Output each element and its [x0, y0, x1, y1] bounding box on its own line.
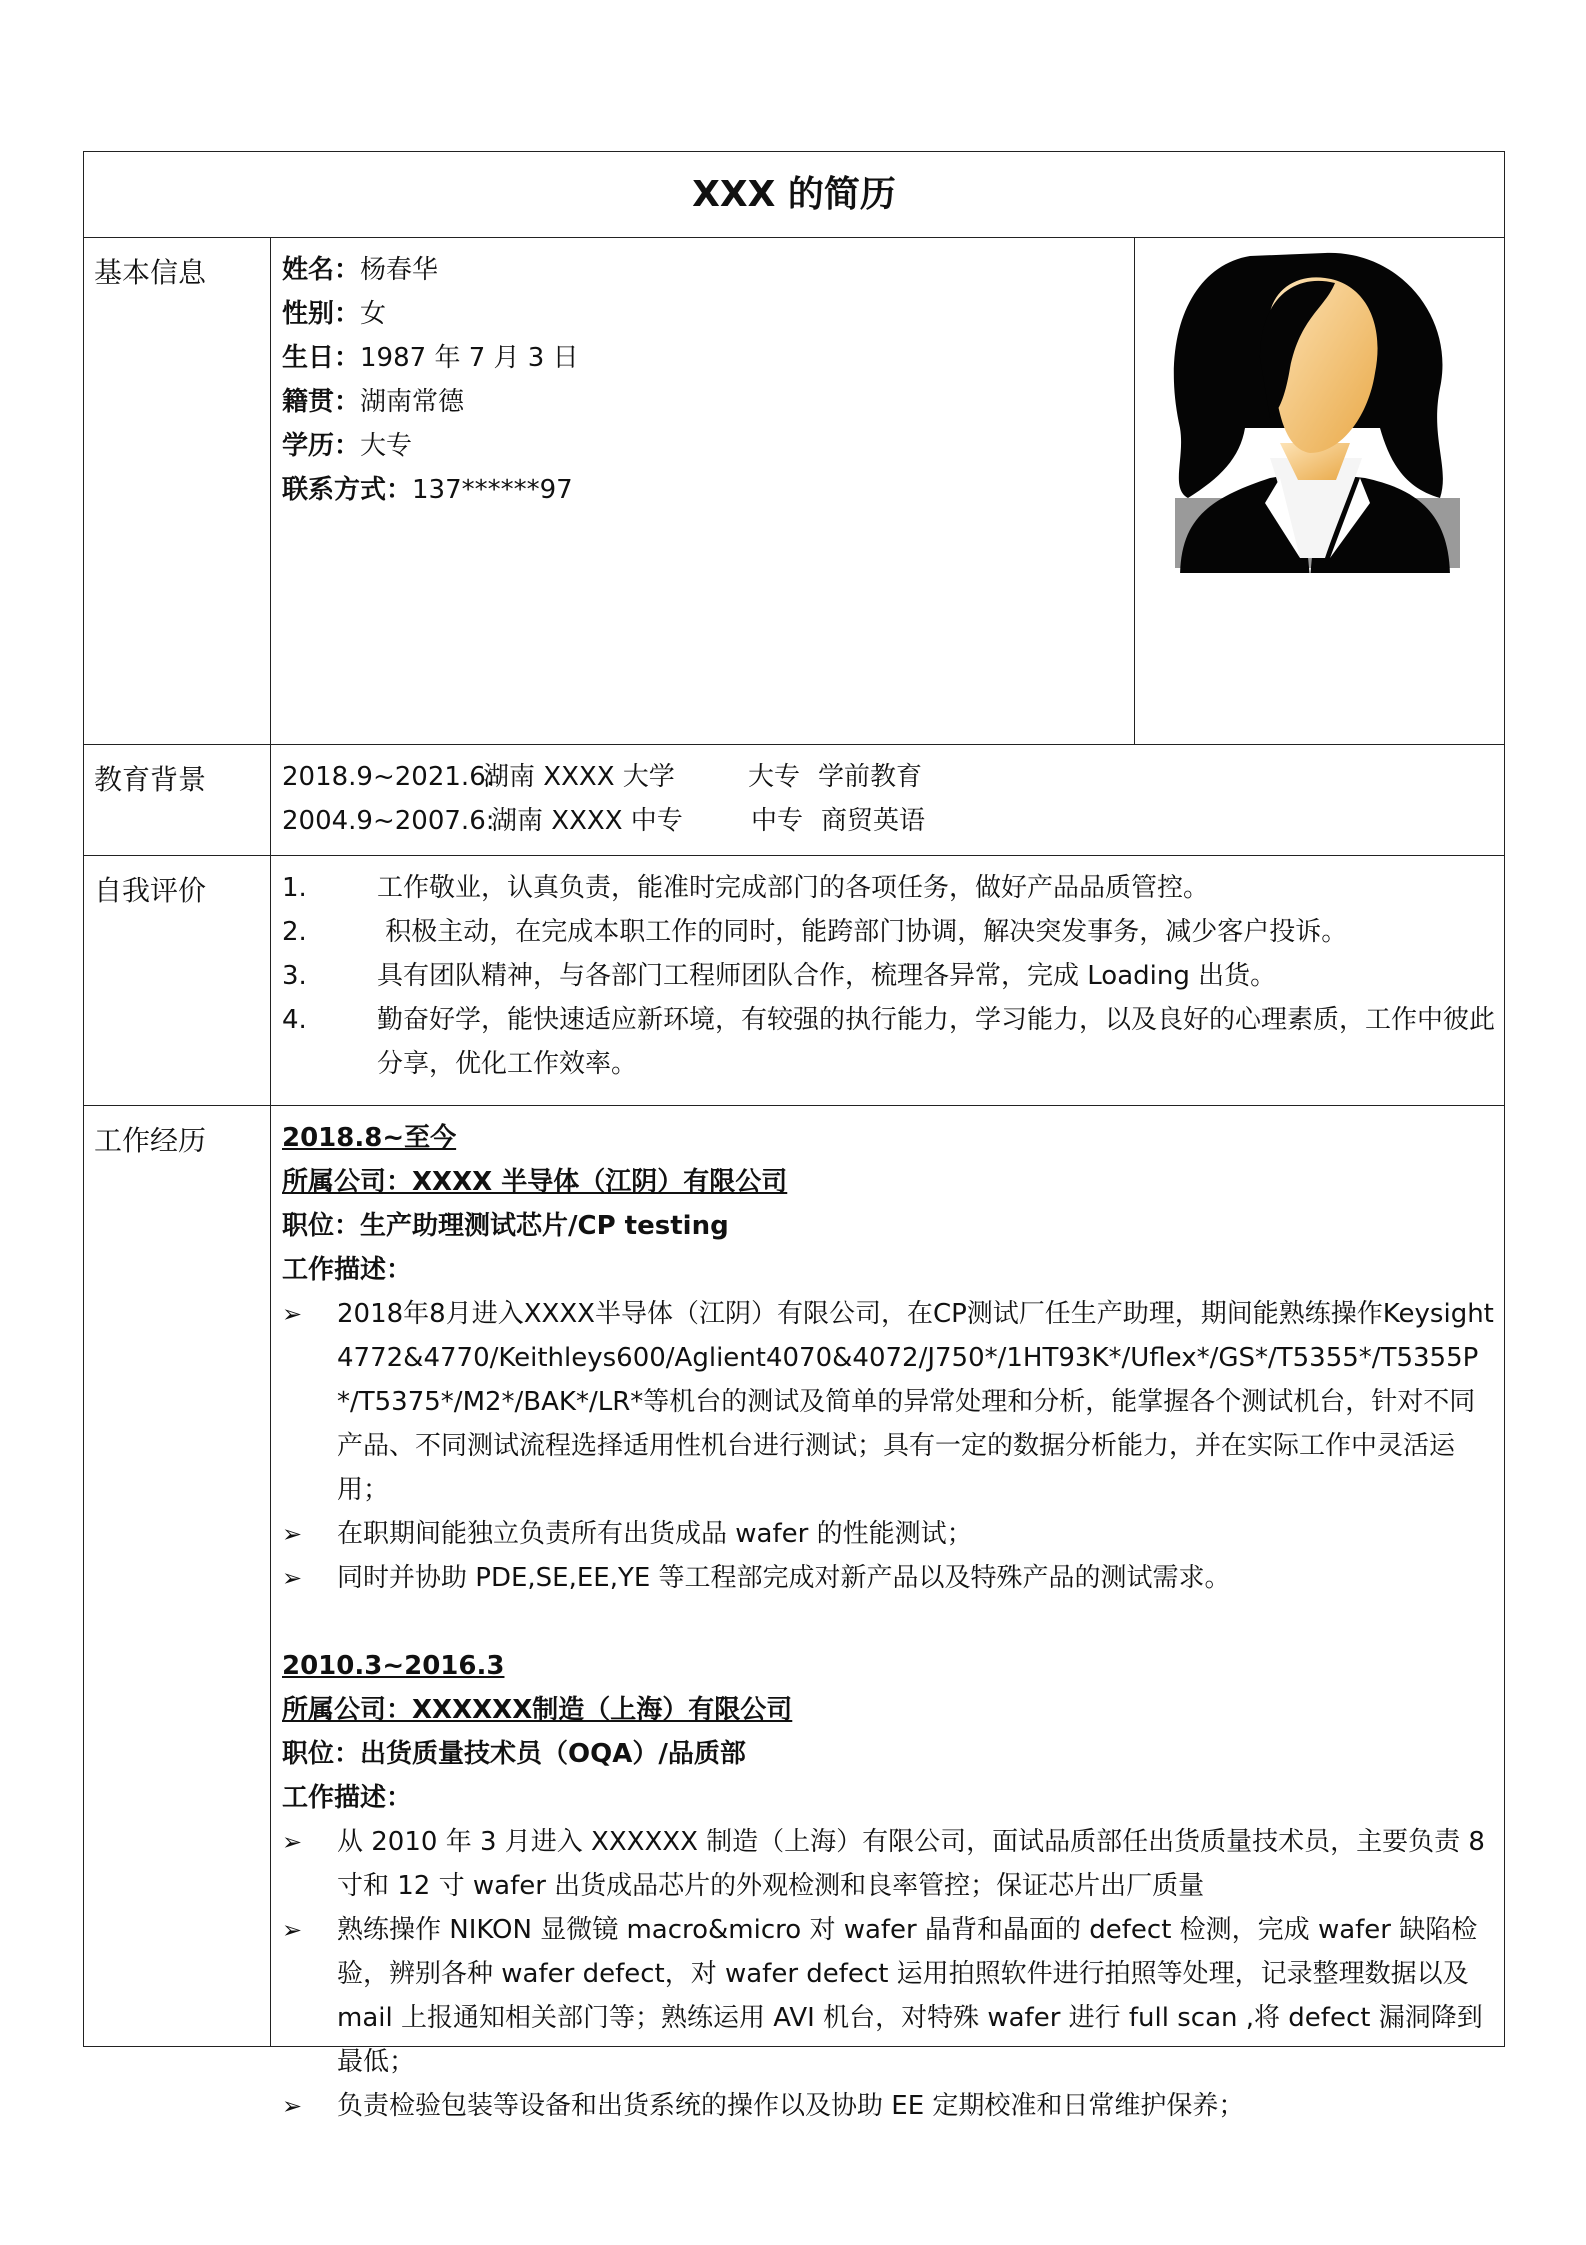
self-evaluation-section — [84, 856, 1504, 1106]
basic-info-label: 基本信息 — [84, 238, 271, 744]
job-description-label: 工作描述： — [282, 1783, 413, 1813]
education-entry: 2018.9~2021.6: 湖南 XXXX 大学 大专 学前教育 — [282, 762, 923, 792]
list-item: 4. 勤奋好学，能快速适应新环境，有较强的执行能力，学习能力，以及良好的心理素质，工作中彼此分享，优化工作效率。 — [282, 1005, 1496, 1079]
basic-info-content — [271, 238, 1134, 744]
name-field: 姓名：杨春华 — [282, 255, 439, 285]
job-company: 所属公司：XXXX 半导体（江阴）有限公司 — [282, 1167, 788, 1197]
list-item: ➢ 同时并协助 PDE,SE,EE,YE 等工程部完成对新产品以及特殊产品的测试需求。 — [282, 1556, 1496, 1600]
list-item: ➢ 从 2010 年 3 月进入 XXXXXX 制造（上海）有限公司，面试品质部任出货质量技术员，主要负责 8 寸和 12 寸 wafer 出货成品芯片的外观检测和良率管控；保证芯片出厂质量 — [282, 1820, 1496, 1908]
arrow-bullet-icon: ➢ — [282, 1916, 303, 1944]
list-item: 1. 工作敬业，认真负责，能准时完成部门的各项任务，做好产品品质管控。 — [282, 873, 1210, 903]
arrow-bullet-icon: ➢ — [282, 2092, 303, 2120]
list-item: 2. 积极主动，在完成本职工作的同时，能跨部门协调，解决突发事务，减少客户投诉。 — [282, 917, 1348, 947]
job-company: 所属公司：XXXXXX制造（上海）有限公司 — [282, 1695, 793, 1725]
list-item: ➢ 熟练操作 NIKON 显微镜 macro&micro 对 wafer 晶背和晶面的 defect 检测，完成 wafer 缺陷检验，辨别各种 wafer defect，对 wafer defect 运用拍照软件进行拍照等处理，记录整理数据以及 mail 上报通知相关部门等；熟练运用 AVI 机台，对特殊 wafer 进行 full scan ,将 defect 漏洞降到最低； — [282, 1908, 1496, 2084]
education-section — [84, 745, 1504, 856]
education-label: 教育背景 — [84, 745, 271, 855]
list-item: ➢ 在职期间能独立负责所有出货成品 wafer 的性能测试； — [282, 1512, 1496, 1556]
job-period: 2010.3~2016.3 — [282, 1651, 505, 1681]
job-description-label: 工作描述： — [282, 1255, 413, 1285]
resume-title: XXX 的简历 — [84, 152, 1504, 238]
arrow-bullet-icon: ➢ — [282, 1520, 303, 1548]
list-item: ➢ 2018年8月进入XXXX半导体（江阴）有限公司，在CP测试厂任生产助理，期间能熟练操作Keysight4772&4770/Keithleys600/Aglient4070&4072/J750*/1HT93K*/Uflex*/GS*/T5355*/T5355P*/T5375*/M2*/BAK*/LR*等机台的测试及简单的异常处理和分析，能掌握各个测试机台，针对不同产品、不同测试流程选择适用性机台进行测试；具有一定的数据分析能力，并在实际工作中灵活运用； — [282, 1292, 1496, 1512]
education-content — [271, 745, 1504, 855]
arrow-bullet-icon: ➢ — [282, 1564, 303, 1592]
education-level-field: 学历：大专 — [282, 431, 413, 461]
work-experience-section — [84, 1106, 1504, 2121]
resume-table — [83, 151, 1505, 2121]
job-position: 职位：出货质量技术员（OQA）/品质部 — [282, 1739, 746, 1769]
list-item: 3. 具有团队精神，与各部门工程师团队合作，梳理各异常，完成 Loading 出货。 — [282, 961, 1277, 991]
arrow-bullet-icon: ➢ — [282, 1828, 303, 1856]
contact-field: 联系方式：137******97 — [282, 475, 573, 505]
list-item: ➢ 负责检验包装等设备和出货系统的操作以及协助 EE 定期校准和日常维护保养； — [282, 2084, 1496, 2128]
gender-field: 性别：女 — [282, 299, 387, 329]
photo-cell — [1134, 238, 1504, 744]
female-avatar-icon — [1150, 248, 1470, 573]
self-evaluation-content — [271, 856, 1504, 1105]
work-experience-content — [271, 1106, 1504, 2121]
education-entry: 2004.9~2007.6: 湖南 XXXX 中专 中专 商贸英语 — [282, 806, 926, 836]
self-evaluation-label: 自我评价 — [84, 856, 271, 1105]
job-position: 职位：生产助理测试芯片/CP testing — [282, 1211, 729, 1241]
job-period: 2018.8~至今 — [282, 1123, 457, 1153]
hometown-field: 籍贯：湖南常德 — [282, 387, 465, 417]
work-experience-label: 工作经历 — [84, 1106, 271, 2046]
birthday-field: 生日：1987 年 7 月 3 日 — [282, 343, 579, 373]
arrow-bullet-icon: ➢ — [282, 1300, 303, 1328]
basic-info-section — [84, 238, 1504, 745]
